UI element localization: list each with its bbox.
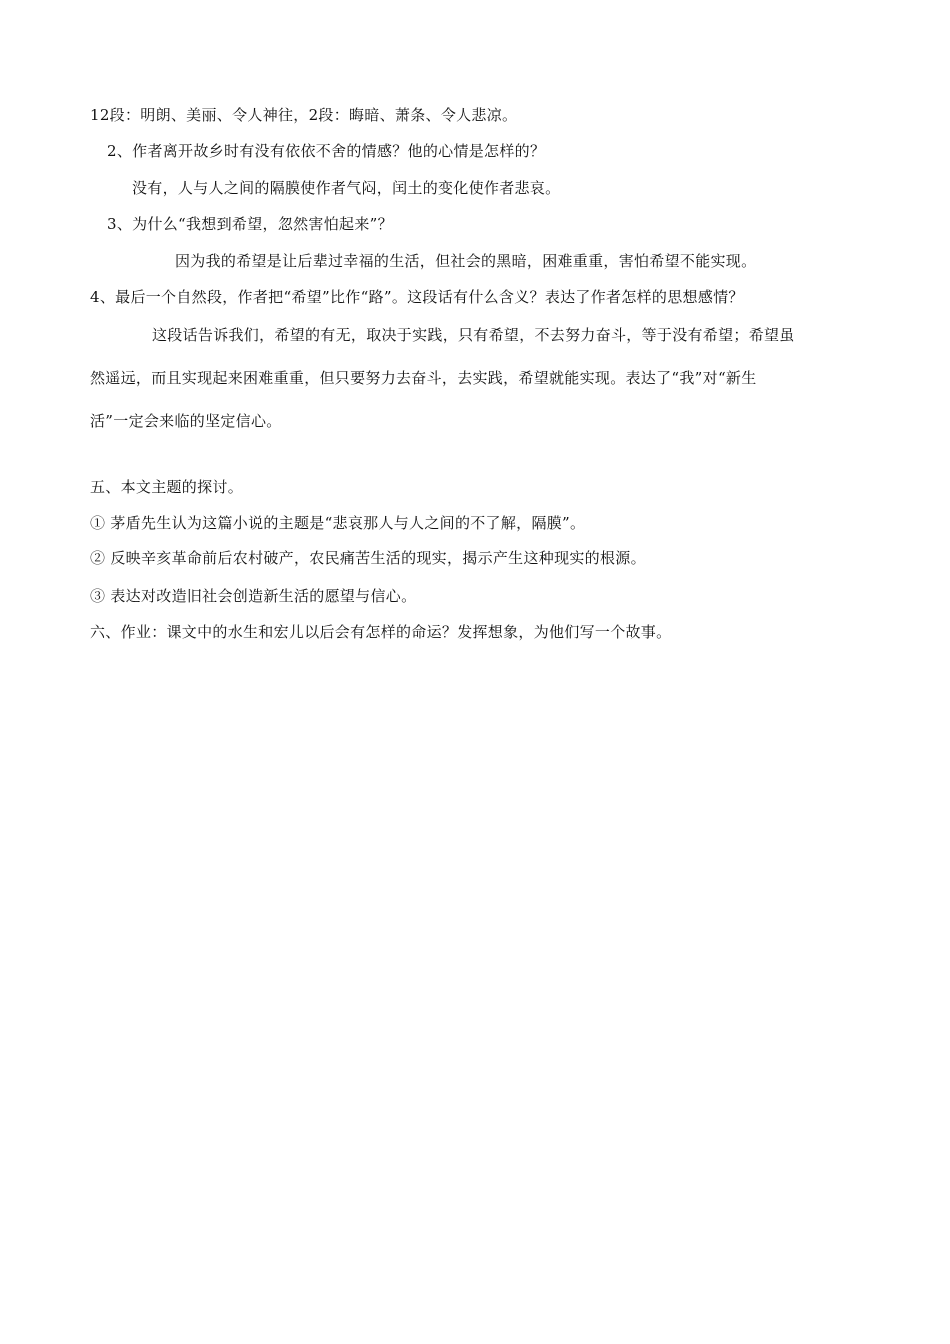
theme-item-3: ③ 表达对改造旧社会创造新生活的愿望与信心。 [90,587,417,605]
theme-item-1: ① 茅盾先生认为这篇小说的主题是“悲哀那人与人之间的不了解，隔膜”。 [90,514,586,532]
answer-4-line-1: 这段话告诉我们，希望的有无，取决于实践，只有希望，不去努力奋斗，等于没有希望；希望虽 [152,326,795,344]
section-5-heading: 五、本文主题的探讨。 [90,478,244,496]
answer-4-line-3: 活”一定会来临的坚定信心。 [90,412,282,430]
answer-line-1: 12段：明朗、美丽、令人神往，2段：晦暗、萧条、令人悲凉。 [90,106,518,124]
answer-4-line-2: 然遥远，而且实现起来困难重重，但只要努力去奋斗，去实践，希望就能实现。表达了“我”对“新生 [90,369,757,387]
theme-item-2: ② 反映辛亥革命前后农村破产，农民痛苦生活的现实，揭示产生这种现实的根源。 [90,549,646,567]
question-2: 2、作者离开故乡时有没有依依不舍的情感？他的心情是怎样的？ [107,142,546,160]
question-4: 4、最后一个自然段，作者把“希望”比作“路”。这段话有什么含义？表达了作者怎样的思想感情？ [90,288,744,306]
homework-line: 六、作业：课文中的水生和宏儿以后会有怎样的命运？发挥想象，为他们写一个故事。 [90,623,672,641]
question-3: 3、为什么“我想到希望，忽然害怕起来”？ [107,215,393,233]
answer-3: 因为我的希望是让后辈过幸福的生活，但社会的黑暗，困难重重，害怕希望不能实现。 [175,252,757,270]
answer-2: 没有，人与人之间的隔膜使作者气闷，闰土的变化使作者悲哀。 [132,179,561,197]
